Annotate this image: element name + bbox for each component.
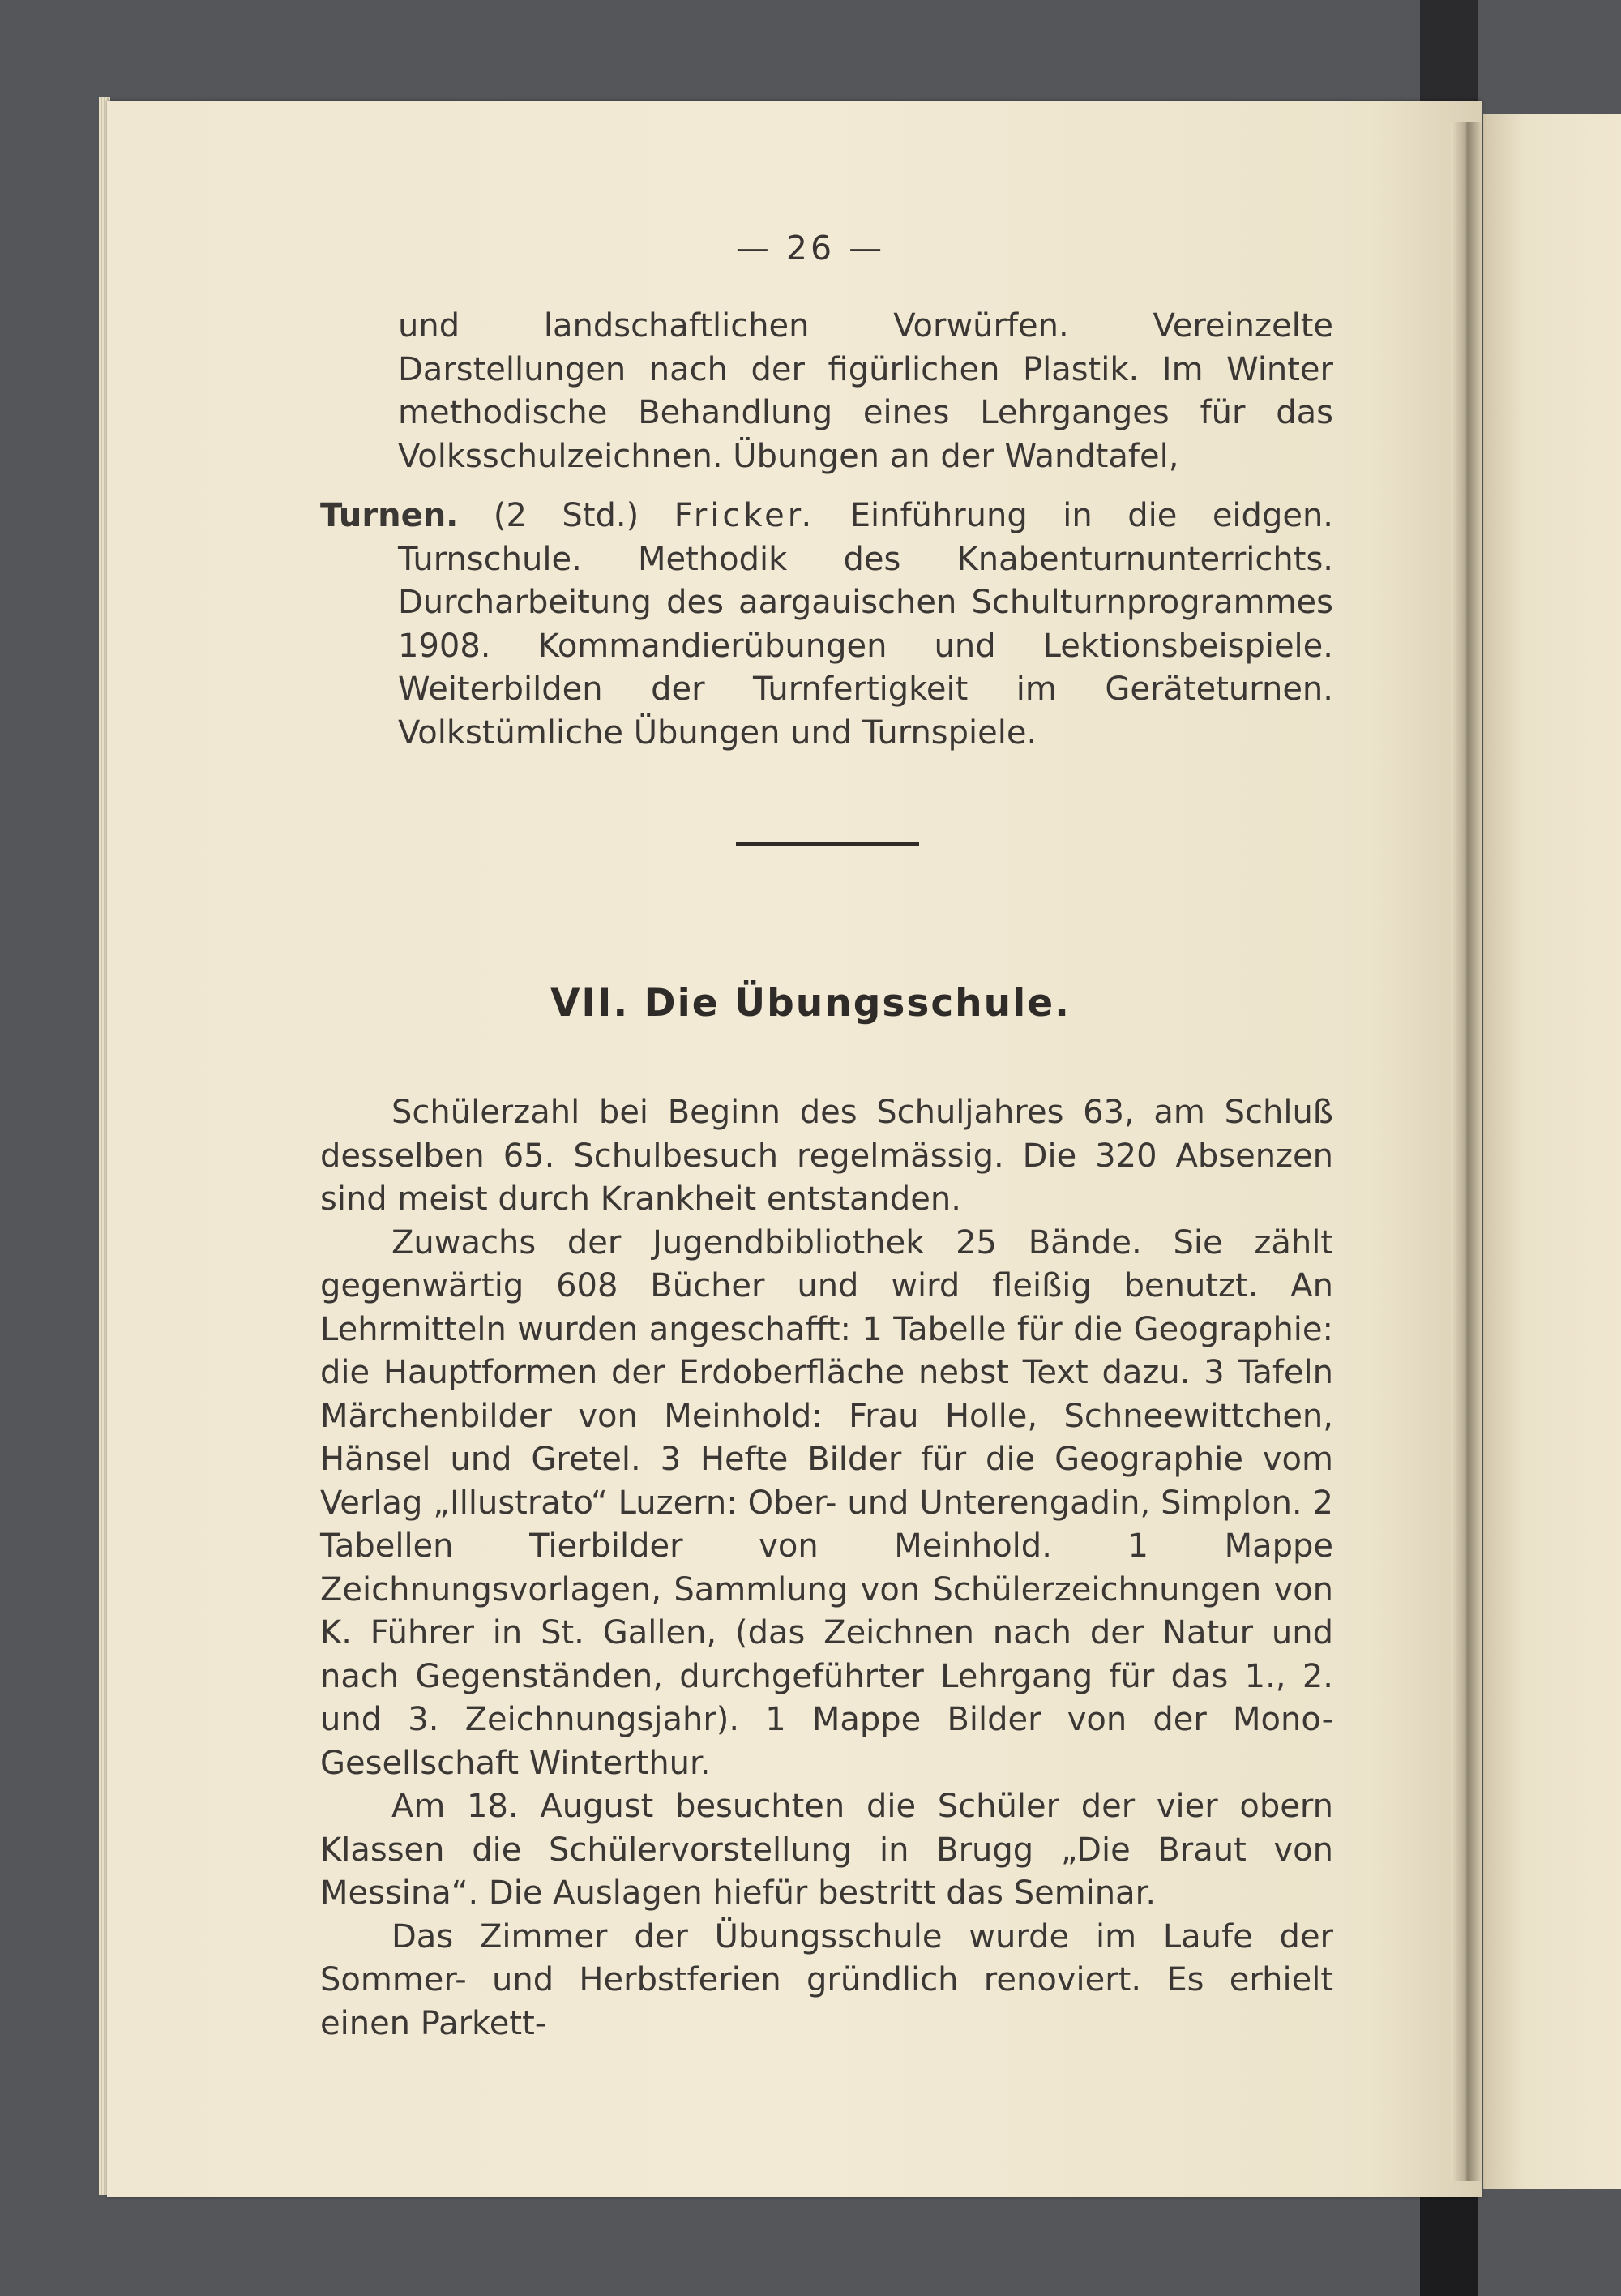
turnen-text: Einführung in die eidgen. Turnschule. Methodik des Knabenturnunterrichts. Durcharbeitung des aargauischen Schulturnprogrammes 1908. Kommandierübungen und Lektionsbeispiele. Weiterbilden der Turnfertigkeit im Geräteturnen. Volkstümliche Übungen und Turnspiele. [398, 497, 1334, 752]
turnen-entry [320, 495, 1333, 755]
body-paragraph: Am 18. August besuchten die Schüler der vier obern Klassen die Schülervorstellung in Brugg „Die Braut von Messina“. Die Auslagen hiefür bestritt das Seminar. [320, 1788, 1333, 1912]
page-gutter [1451, 122, 1482, 2181]
body-paragraph: Schülerzahl bei Beginn des Schuljahres 63, am Schluß desselben 65. Schulbesuch regelmässig. Die 320 Absenzen sind meist durch Krankheit entstanden. [320, 1094, 1333, 1218]
section-heading: VII. Die Übungsschule. [550, 981, 1071, 1026]
continuation-paragraph [320, 305, 1333, 478]
section-divider [736, 842, 919, 846]
turnen-label: Turnen. [320, 497, 459, 534]
turnen-hours: (2 Std.) [493, 497, 639, 534]
book-spine-strip-lower [1420, 2189, 1478, 2296]
facing-page-edge [1483, 114, 1621, 2189]
body-paragraph: Das Zimmer der Übungsschule wurde im Laufe der Sommer- und Herbstferien gründlich renoviert. Es erhielt einen Parkett- [320, 1917, 1333, 2042]
turnen-teacher: Fricker. [674, 497, 815, 534]
section-body [320, 1091, 1333, 2045]
continuation-text: und landschaftlichen Vorwürfen. Vereinzelte Darstellungen nach der figürlichen Plastik. Im Winter methodische Behandlung eines Lehrganges für das Volksschulzeichnen. Übungen an der Wandtafel, [398, 307, 1333, 475]
page-number: — 26 — [735, 229, 886, 268]
turnen-paragraph [320, 495, 1333, 755]
body-paragraph: Zuwachs der Jugendbibliothek 25 Bände. Sie zählt gegenwärtig 608 Bücher und wird fleißig benutzt. An Lehrmitteln wurden angeschafft: 1 Tabelle für die Geographie: die Hauptformen der Erdoberfläche nebst Text dazu. 3 Tafeln Märchenbilder von Meinhold: Frau Holle, Schneewittchen, Hänsel und Gretel. 3 Hefte Bilder für die Geographie vom Verlag „Illustrato“ Luzern: Ober- und Unterengadin, Simplon. 2 Tabellen Tierbilder von Meinhold. 1 Mappe Zeichnungsvorlagen, Sammlung von Schülerzeichnungen von K. Führer in St. Gallen, (das Zeichnen nach der Natur und nach Gegenständen, durchgeführter Lehrgang für das 1., 2. und 3. Zeichnungsjahr). 1 Mappe Bilder von der Mono-Gesellschaft Winterthur. [320, 1223, 1333, 1782]
